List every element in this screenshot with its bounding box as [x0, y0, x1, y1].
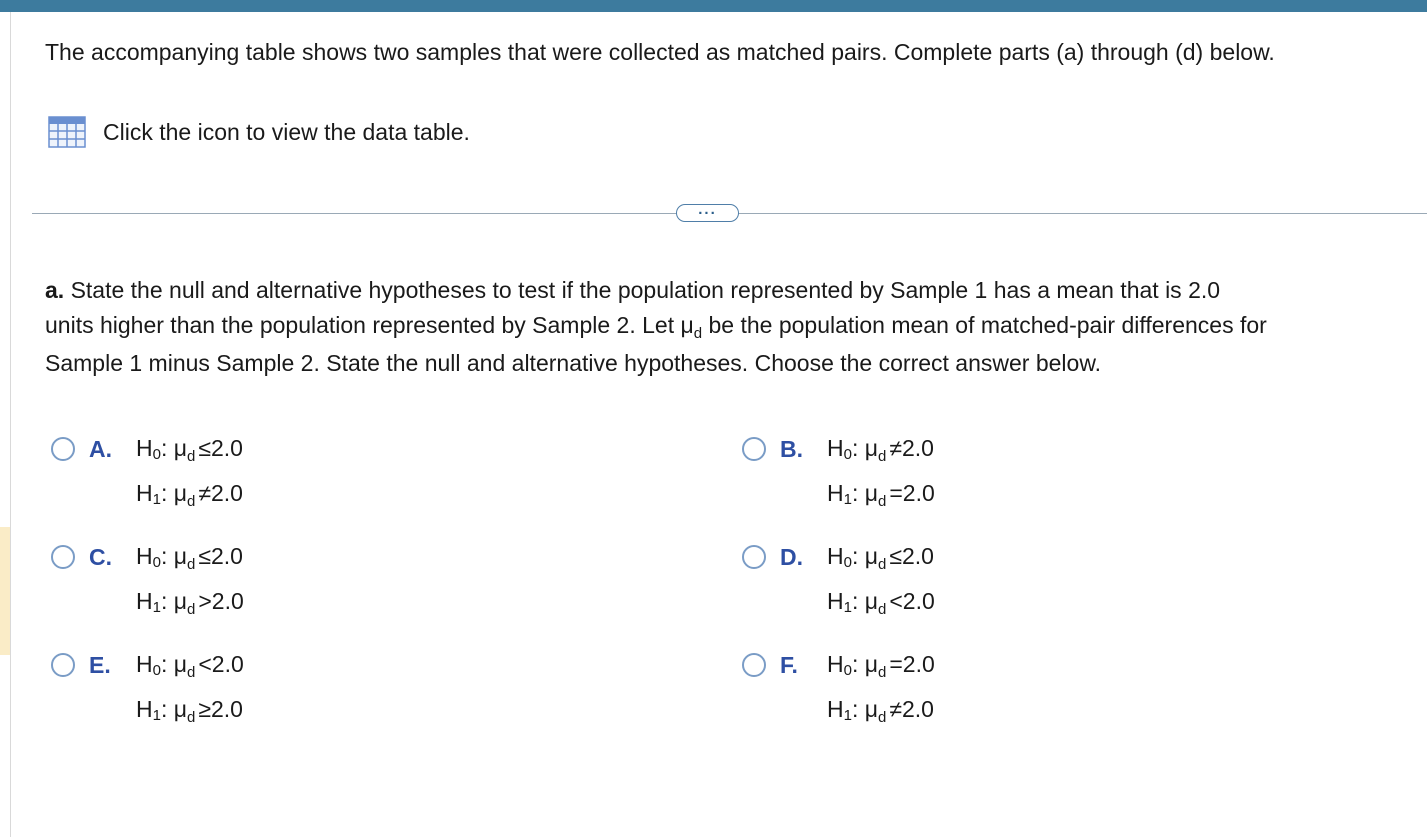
option-e-letter[interactable]: E.	[89, 652, 111, 678]
option-a-letter[interactable]: A.	[89, 436, 112, 462]
option-b-radio[interactable]	[742, 437, 766, 461]
option-c-letter[interactable]: C.	[89, 544, 112, 570]
option-a-alt-hypothesis: $H_1$: $\mu_d \ne 2.0$	[136, 480, 243, 510]
option-d-alt-hypothesis: $H_1$: $\mu_d <2.0$	[827, 588, 935, 618]
question-intro: The accompanying table shows two samples that were collected as matched pairs. Complete parts (a) through (d) below.	[45, 39, 1275, 65]
option-b-letter[interactable]: B.	[780, 436, 803, 462]
expand-more-button[interactable]	[676, 201, 739, 222]
top-bar	[0, 0, 1427, 12]
option-e-radio[interactable]	[51, 653, 75, 677]
option-d-letter[interactable]: D.	[780, 544, 803, 570]
option-c-radio[interactable]	[51, 545, 75, 569]
ellipsis-icon: ...	[698, 201, 717, 218]
part-label: a.	[45, 277, 65, 303]
option-c-null-hypothesis: $H_0$: $\mu_d \le 2.0$	[136, 543, 243, 573]
question-part-a	[45, 273, 1427, 381]
option-f-null-hypothesis: $H_0$: $\mu_d =2.0$	[827, 651, 935, 681]
option-f-alt-hypothesis: $H_1$: $\mu_d \ne 2.0$	[827, 696, 934, 726]
option-c-alt-hypothesis: $H_1$: $\mu_d >2.0$	[136, 588, 244, 618]
view-data-table-link[interactable]	[48, 116, 470, 148]
option-d-radio[interactable]	[742, 545, 766, 569]
question-line-2: units higher than the population represented by Sample 2. Let $\mu_d$ be the population mean of matched-pair differences for	[45, 312, 1267, 342]
option-e-null-hypothesis: $H_0$: $\mu_d <2.0$	[136, 651, 244, 681]
table-grid-icon[interactable]	[48, 116, 86, 148]
option-f-radio[interactable]	[742, 653, 766, 677]
option-e-alt-hypothesis: $H_1$: $\mu_d \ge 2.0$	[136, 696, 243, 726]
current-question-marker	[0, 527, 10, 655]
option-f-letter[interactable]: F.	[780, 652, 798, 678]
view-data-table-text[interactable]: Click the icon to view the data table.	[103, 119, 470, 145]
option-d-null-hypothesis: $H_0$: $\mu_d \le 2.0$	[827, 543, 934, 573]
option-a-null-hypothesis: $H_0$: $\mu_d \le 2.0$	[136, 435, 243, 465]
option-a-radio[interactable]	[51, 437, 75, 461]
question-line-1: a. State the null and alternative hypotheses to test if the population represented by Sample 1 has a mean that is 2.0	[45, 277, 1221, 303]
left-border	[10, 12, 11, 837]
option-b-alt-hypothesis: $H_1$: $\mu_d =2.0$	[827, 480, 935, 510]
option-b-null-hypothesis: $H_0$: $\mu_d \ne 2.0$	[827, 435, 934, 465]
question-line-3: Sample 1 minus Sample 2. State the null and alternative hypotheses. Choose the correct answer below.	[45, 350, 1102, 376]
